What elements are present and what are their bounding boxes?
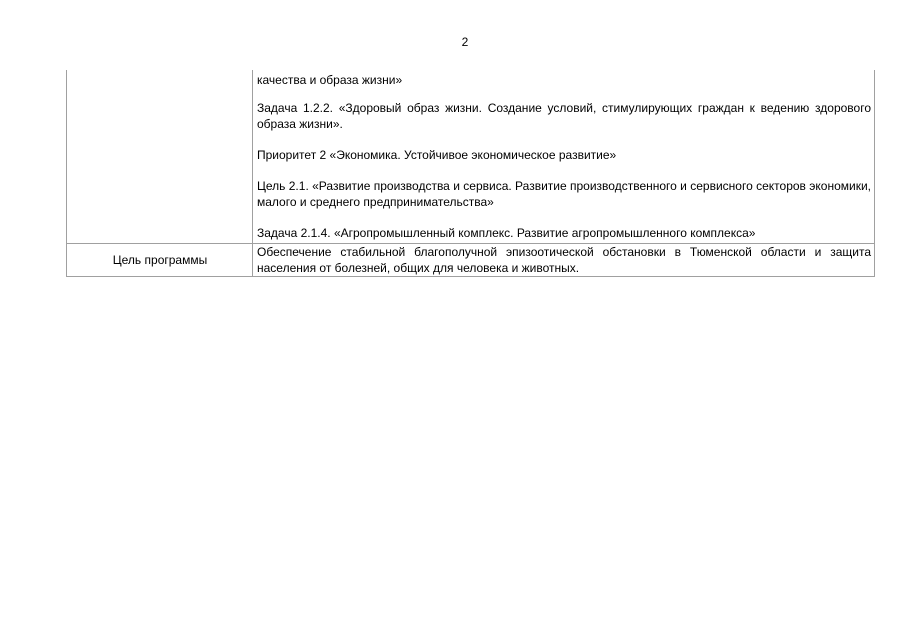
paragraph-priority-2: Приоритет 2 «Экономика. Устойчивое экономическое развитие» (257, 148, 617, 162)
table-row-continued (67, 70, 875, 244)
program-passport-table (66, 70, 875, 277)
paragraph-task-2-1-4: Задача 2.1.4. «Агропромышленный комплекс. Развитие агропромышленного комплекса» (257, 226, 756, 240)
program-goal-text: Обеспечение стабильной благополучной эпизоотической обстановки в Тюменской области и защита населения от болезней, общих для человека и животных. (253, 244, 875, 277)
table-label-cell-empty (67, 70, 253, 244)
page-number: 2 (461, 35, 469, 49)
paragraph-task-1-2-2: Задача 1.2.2. «Здоровый образ жизни. Создание условий, стимулирующих граждан к ведению здорового образа жизни». (257, 101, 871, 131)
paragraph-continuation: качества и образа жизни» (257, 73, 403, 87)
paragraph-goal-2-1: Цель 2.1. «Развитие производства и сервиса. Развитие производственного и сервисного секторов экономики, малого и среднего предпринимательства» (257, 179, 871, 209)
table-row-program-goal (67, 244, 875, 277)
program-goal-label: Цель программы (67, 244, 253, 277)
table-content-cell-priorities (253, 70, 875, 244)
